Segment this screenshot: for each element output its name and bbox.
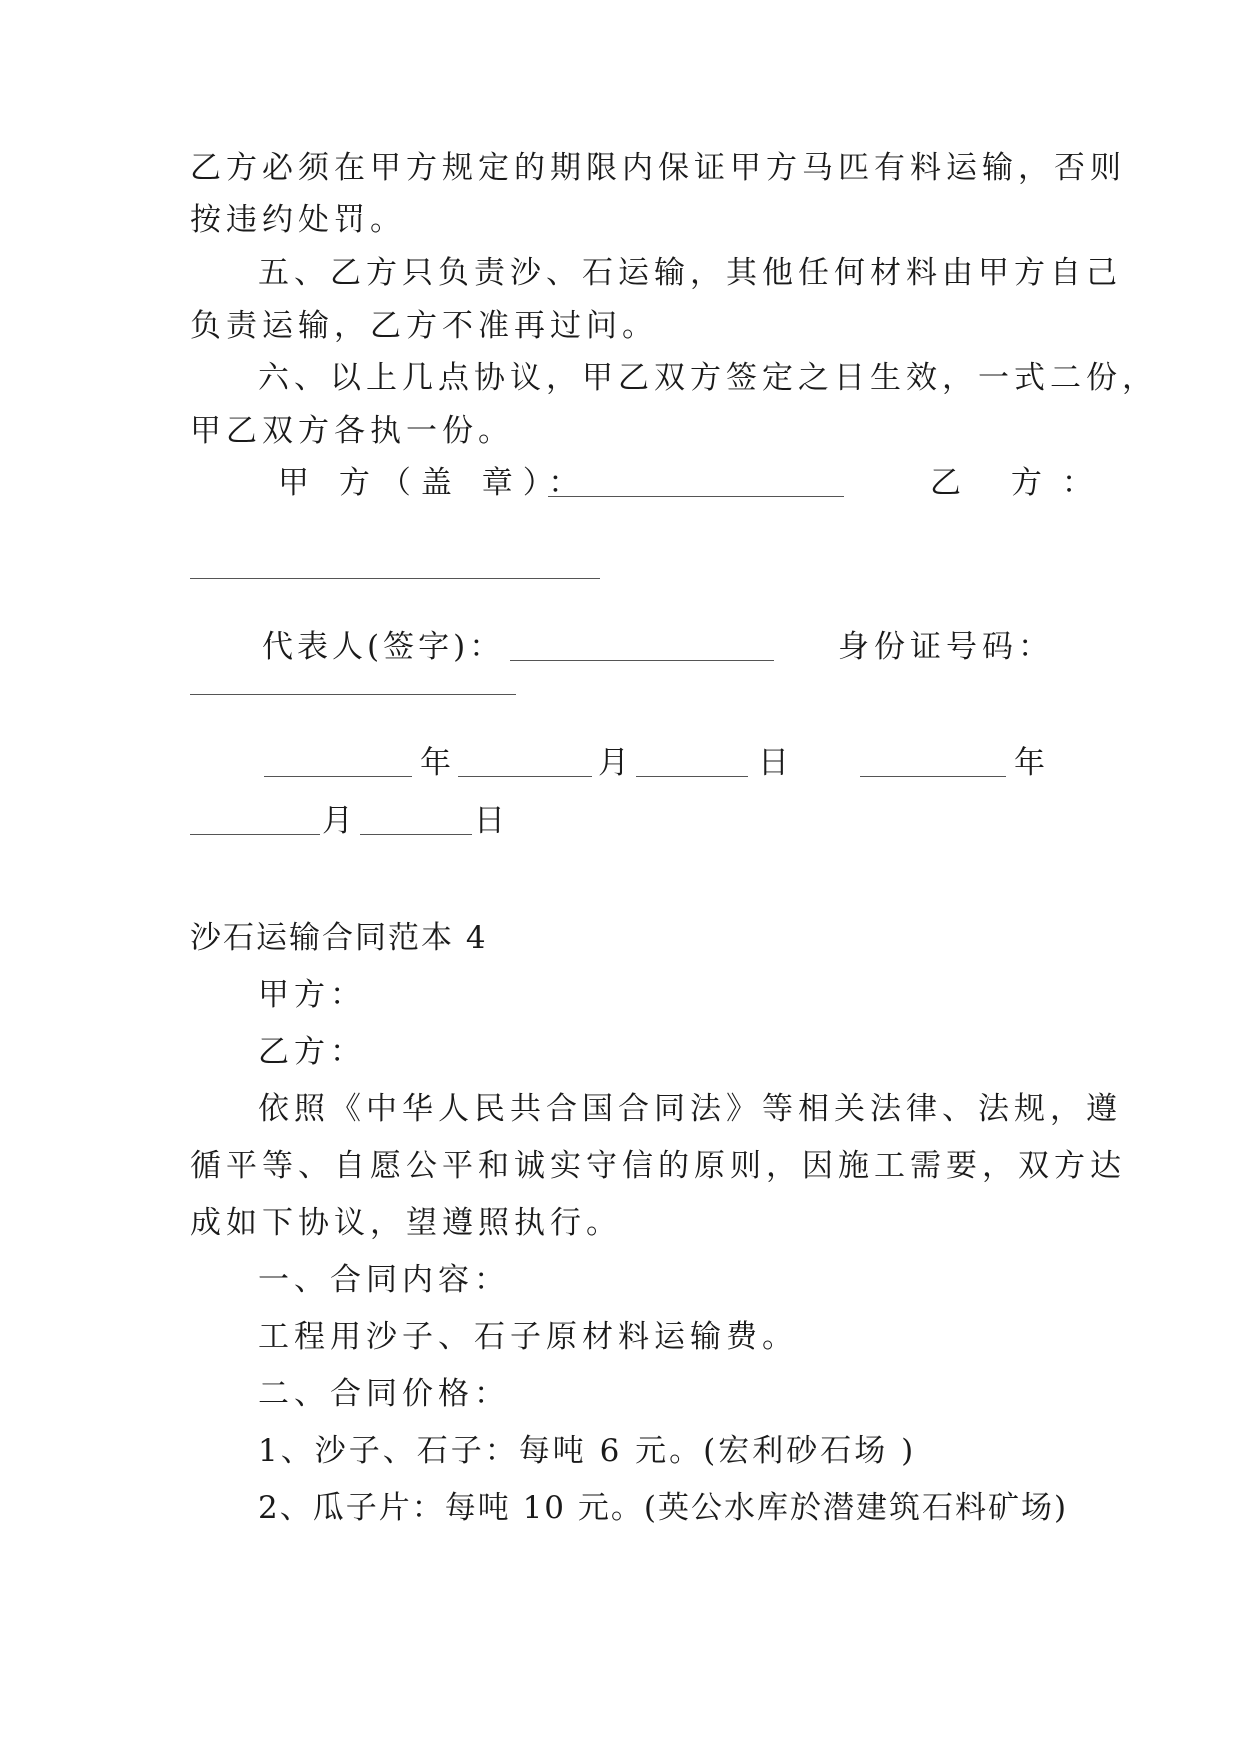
- intro-line: 循平等、自愿公平和诚实守信的原则，因施工需要，双方达: [190, 1148, 1126, 1184]
- clause-five-line: 五、乙方只负责沙、石运输，其他任何材料由甲方自己: [258, 255, 1122, 291]
- date-a-day-blank[interactable]: [636, 750, 748, 777]
- clause-six-line: 六、以上几点协议，甲乙双方签定之日生效，一式二份，: [258, 360, 1158, 396]
- party-b-blank[interactable]: [190, 578, 600, 579]
- clause-six-line: 甲乙双方各执一份。: [190, 413, 514, 449]
- item-one-body: 工程用沙子、石子原材料运输费。: [258, 1319, 798, 1355]
- representative-signature-blank[interactable]: [510, 634, 774, 661]
- id-number-blank[interactable]: [190, 694, 516, 695]
- date-b-month-label: 月: [322, 803, 353, 839]
- representative-label: 代表人(签字)：: [262, 629, 505, 665]
- paragraph-line: 乙方必须在甲方规定的期限内保证甲方马匹有料运输，否则: [190, 150, 1126, 186]
- date-a-month-blank[interactable]: [458, 750, 592, 777]
- price-line: 2、瓜子片：每吨 10 元。(英公水库於潜建筑石料矿场): [258, 1490, 1069, 1526]
- paragraph-line: 按违约处罚。: [190, 202, 406, 238]
- date-b-year-label: 年: [1014, 745, 1045, 781]
- item-one-title: 一、合同内容：: [258, 1262, 510, 1298]
- date-b-day-blank[interactable]: [360, 808, 472, 835]
- date-a-year-blank[interactable]: [264, 750, 412, 777]
- price-line: 1、沙子、石子：每吨 6 元。(宏利砂石场 ): [258, 1433, 917, 1469]
- date-a-month-label: 月: [598, 745, 629, 781]
- date-a-day-label: 日: [758, 745, 789, 781]
- intro-line: 成如下协议，望遵照执行。: [190, 1205, 622, 1241]
- date-b-month-blank[interactable]: [190, 808, 320, 835]
- clause-five-line: 负责运输，乙方不准再过问。: [190, 308, 658, 344]
- section-title: 沙石运输合同范本 4: [190, 920, 488, 956]
- intro-line: 依照《中华人民共合国合同法》等相关法律、法规，遵: [258, 1091, 1122, 1127]
- date-a-year-label: 年: [420, 745, 451, 781]
- party-b-label: 乙 方：: [930, 465, 1113, 501]
- party-a-seal-blank[interactable]: [548, 470, 844, 497]
- date-b-year-blank[interactable]: [860, 750, 1006, 777]
- party-b-line: 乙方：: [258, 1034, 366, 1070]
- party-a-line: 甲方：: [258, 977, 366, 1013]
- item-two-title: 二、合同价格：: [258, 1376, 510, 1412]
- id-number-label: 身份证号码：: [838, 629, 1054, 665]
- party-a-seal-label: 甲 方（盖 章）：: [278, 465, 590, 501]
- date-b-day-label: 日: [474, 803, 505, 839]
